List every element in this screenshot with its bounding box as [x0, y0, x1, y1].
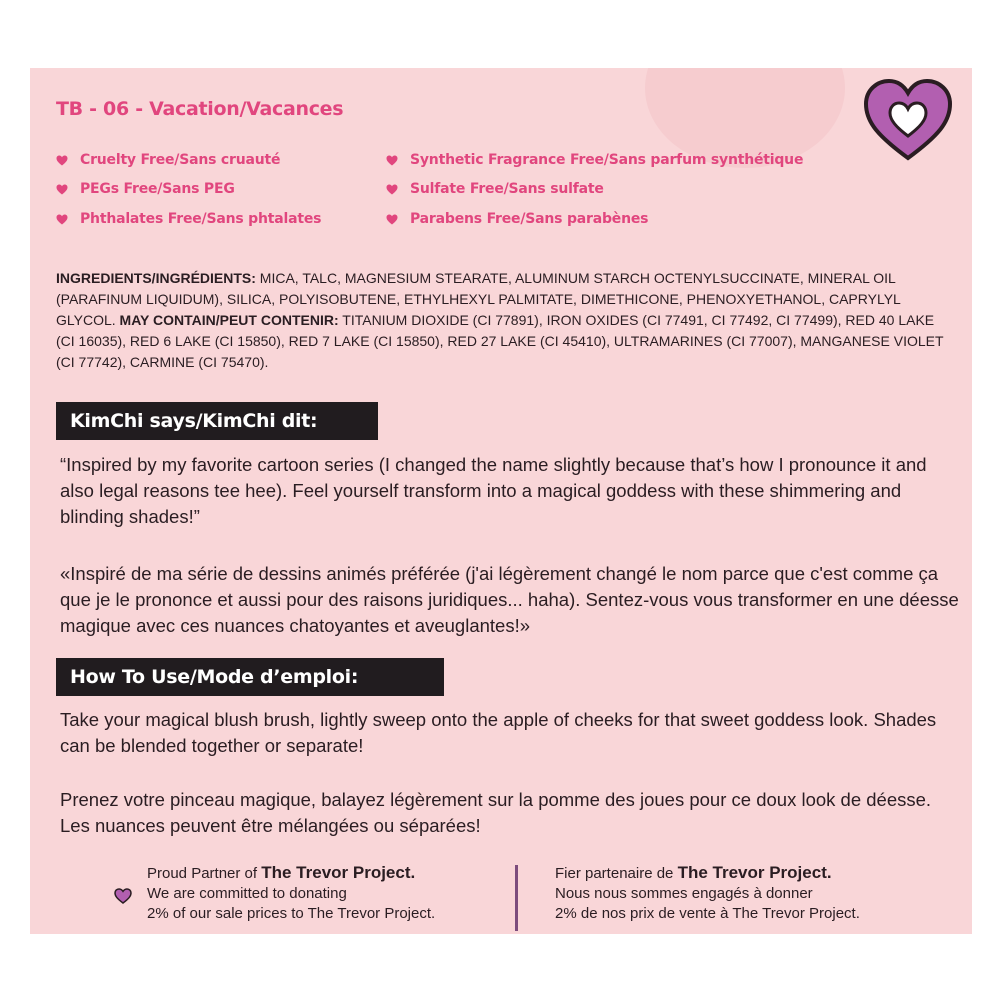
claim-label: Synthetic Fragrance Free/Sans parfum synthétique	[410, 152, 804, 168]
partner-org: The Trevor Project.	[261, 863, 416, 882]
partner-line	[555, 863, 860, 884]
kimchi-quote-fr: «Inspiré de ma série de dessins animés préférée (j'ai légèrement changé le nom parce que c'est comme ça que je le prononce et aussi pour des raisons juridiques... haha). Sentez-vous vous transformer en une déesse magique avec ces nuances chatoyantes et aveuglantes!»	[60, 563, 959, 636]
claim-item	[56, 152, 280, 168]
how-to-use-header: How To Use/Mode d’emploi:	[56, 658, 444, 696]
donation-line-2: 2% de nos prix de vente à The Trevor Project.	[555, 905, 860, 922]
claim-item	[386, 152, 803, 168]
partner-lead: Fier partenaire de	[555, 865, 678, 882]
claim-label: Sulfate Free/Sans sulfate	[410, 181, 604, 197]
may-contain-list: TITANIUM DIOXIDE (CI 77891), IRON OXIDES (CI 77491, CI 77492, CI 77499), RED 40 LAKE (CI 16035), RED 6 LAKE (CI 15850), RED 7 LAKE (CI 15850), RED 27 LAKE (CI 45410), ULTRAMARINES (CI 77007), MANGANESE VIOLET (CI 77742), CARMINE (CI 75470).	[56, 312, 944, 370]
donation-line-1: Nous nous sommes engagés à donner	[555, 885, 813, 902]
donation-line-1: We are committed to donating	[147, 885, 347, 902]
kimchi-header: KimChi says/KimChi dit:	[56, 402, 378, 440]
trevor-project-note-fr	[555, 863, 860, 924]
ingredients-text	[56, 268, 956, 373]
claim-label: Phthalates Free/Sans phtalates	[80, 211, 322, 227]
claim-label: Parabens Free/Sans parabènes	[410, 211, 649, 227]
may-contain-label: MAY CONTAIN/PEUT CONTENIR:	[119, 312, 339, 328]
heart-bullet-icon	[386, 184, 398, 195]
how-to-use-text-en: Take your magical blush brush, lightly sweep onto the apple of cheeks for that sweet goddess look. Shades can be blended together or separate!	[60, 709, 937, 756]
how-to-use-text-fr: Prenez votre pinceau magique, balayez légèrement sur la pomme des joues pour ce doux look de déesse. Les nuances peuvent être mélangées ou séparées!	[60, 789, 932, 836]
heart-bullet-icon	[56, 214, 68, 225]
heart-bullet-icon	[386, 214, 398, 225]
partner-org: The Trevor Project.	[677, 863, 832, 882]
claim-item	[56, 181, 235, 197]
heart-bullet-icon	[56, 155, 68, 166]
product-title: TB - 06 - Vacation/Vacances	[56, 98, 344, 120]
claims-list	[56, 152, 936, 242]
heart-icon	[114, 888, 132, 904]
claim-label: PEGs Free/Sans PEG	[80, 181, 235, 197]
claim-item	[386, 211, 648, 227]
claim-label: Cruelty Free/Sans cruauté	[80, 152, 281, 168]
product-label	[30, 68, 972, 934]
footer-divider	[515, 865, 518, 931]
ingredients-label: INGREDIENTS/INGRÉDIENTS:	[56, 270, 256, 286]
heart-bullet-icon	[386, 155, 398, 166]
partner-line	[147, 863, 435, 884]
partner-lead: Proud Partner of	[147, 865, 262, 882]
donation-line-2: 2% of our sale prices to The Trevor Project.	[147, 905, 436, 922]
ingredients-list: MICA, TALC, MAGNESIUM STEARATE, ALUMINUM STARCH OCTENYLSUCCINATE, MINERAL OIL (PARAFINUM LIQUIDUM), SILICA, POLYISOBUTENE, ETHYLHEXYL PALMITATE, DIMETHICONE, PHENOXYETHANOL, CAPRYLYL GLYCOL.	[56, 270, 901, 328]
heart-bullet-icon	[56, 184, 68, 195]
kimchi-quote-en: “Inspired by my favorite cartoon series (I changed the name slightly because that’s how I pronounce it and also legal reasons tee hee). Feel yourself transform into a magical goddess with these shimmering and blinding shades!”	[60, 454, 927, 527]
claim-item	[386, 181, 604, 197]
heart-outline-icon	[862, 78, 954, 162]
trevor-project-note-en	[147, 863, 435, 924]
claim-item	[56, 211, 321, 227]
